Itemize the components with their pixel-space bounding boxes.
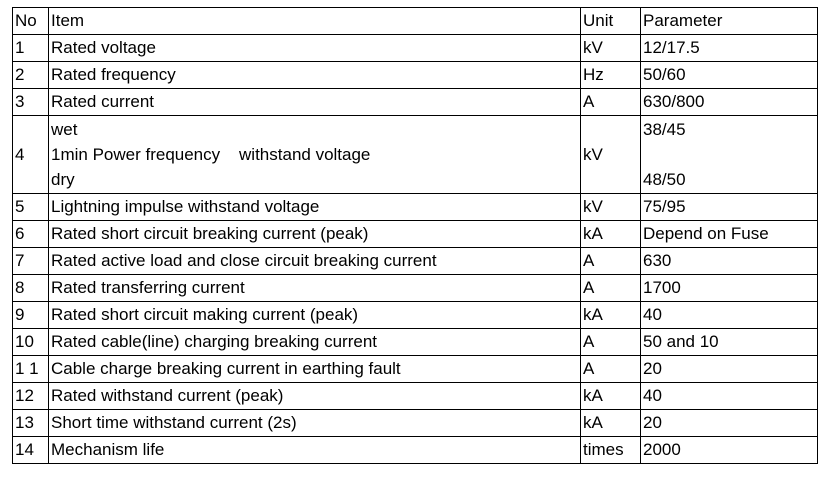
table-row: [13, 437, 818, 464]
cell-parameter: 40: [641, 383, 818, 410]
cell-unit: kV: [581, 35, 641, 62]
cell-item-wet: wet: [51, 119, 78, 139]
cell-parameter: 50 and 10: [641, 329, 818, 356]
cell-item: Rated cable(line) charging breaking current: [49, 329, 581, 356]
table-row: [13, 35, 818, 62]
cell-unit: kV: [581, 194, 641, 221]
cell-unit: A: [581, 89, 641, 116]
cell-unit: A: [581, 329, 641, 356]
table-row: [13, 410, 818, 437]
cell-unit: A: [581, 356, 641, 383]
cell-no: 2: [13, 62, 49, 89]
cell-no: 4: [13, 116, 49, 194]
cell-parameter: 12/17.5: [641, 35, 818, 62]
cell-parameter: 630/800: [641, 89, 818, 116]
cell-parameter: 630: [641, 248, 818, 275]
cell-parameter: 40: [641, 302, 818, 329]
cell-parameter: Depend on Fuse: [641, 221, 818, 248]
cell-no: 7: [13, 248, 49, 275]
cell-unit: times: [581, 437, 641, 464]
header-parameter: Parameter: [641, 8, 818, 35]
cell-item: Rated frequency: [49, 62, 581, 89]
cell-no: 9: [13, 302, 49, 329]
table-row: [13, 221, 818, 248]
cell-item: Rated withstand current (peak): [49, 383, 581, 410]
cell-no: 13: [13, 410, 49, 437]
table-row: [13, 302, 818, 329]
cell-no: 12: [13, 383, 49, 410]
table-row: [13, 62, 818, 89]
cell-unit: A: [581, 275, 641, 302]
cell-parameter: 2000: [641, 437, 818, 464]
cell-parameter: [641, 116, 818, 194]
specification-table: [12, 7, 818, 464]
cell-no: 1: [13, 35, 49, 62]
cell-parameter: 20: [641, 410, 818, 437]
table-row: [13, 356, 818, 383]
cell-parameter: 50/60: [641, 62, 818, 89]
cell-no: 3: [13, 89, 49, 116]
cell-item: Rated current: [49, 89, 581, 116]
table-header-row: [13, 8, 818, 35]
table-row: [13, 89, 818, 116]
cell-no: 5: [13, 194, 49, 221]
cell-item: Short time withstand current (2s): [49, 410, 581, 437]
table-row: [13, 116, 818, 194]
cell-no: 1 1: [13, 356, 49, 383]
cell-parameter-wet: 38/45: [643, 119, 686, 139]
cell-item: Lightning impulse withstand voltage: [49, 194, 581, 221]
cell-item: Rated active load and close circuit breaking current: [49, 248, 581, 275]
cell-no: 14: [13, 437, 49, 464]
cell-unit: kA: [581, 221, 641, 248]
cell-parameter: 20: [641, 356, 818, 383]
cell-item: Rated voltage: [49, 35, 581, 62]
header-unit: Unit: [581, 8, 641, 35]
table-row: [13, 248, 818, 275]
cell-item: Mechanism life: [49, 437, 581, 464]
cell-item: Rated short circuit breaking current (peak): [49, 221, 581, 248]
cell-item-dry: dry: [51, 169, 75, 189]
table-row: [13, 194, 818, 221]
header-item: Item: [49, 8, 581, 35]
cell-item: Rated transferring current: [49, 275, 581, 302]
cell-unit: kA: [581, 302, 641, 329]
cell-unit: kV: [581, 116, 641, 194]
cell-item: Rated short circuit making current (peak): [49, 302, 581, 329]
cell-unit: kA: [581, 410, 641, 437]
cell-unit: kA: [581, 383, 641, 410]
cell-item-main: 1min Power frequency withstand voltage: [51, 144, 371, 164]
cell-item: Cable charge breaking current in earthing fault: [49, 356, 581, 383]
cell-parameter: 75/95: [641, 194, 818, 221]
header-no: No: [13, 8, 49, 35]
cell-unit: A: [581, 248, 641, 275]
cell-parameter: 1700: [641, 275, 818, 302]
cell-unit: Hz: [581, 62, 641, 89]
cell-parameter-dry: 48/50: [643, 169, 686, 189]
cell-item: [49, 116, 581, 194]
table-row: [13, 329, 818, 356]
table-row: [13, 275, 818, 302]
table-row: [13, 383, 818, 410]
cell-no: 6: [13, 221, 49, 248]
cell-no: 8: [13, 275, 49, 302]
cell-no: 10: [13, 329, 49, 356]
